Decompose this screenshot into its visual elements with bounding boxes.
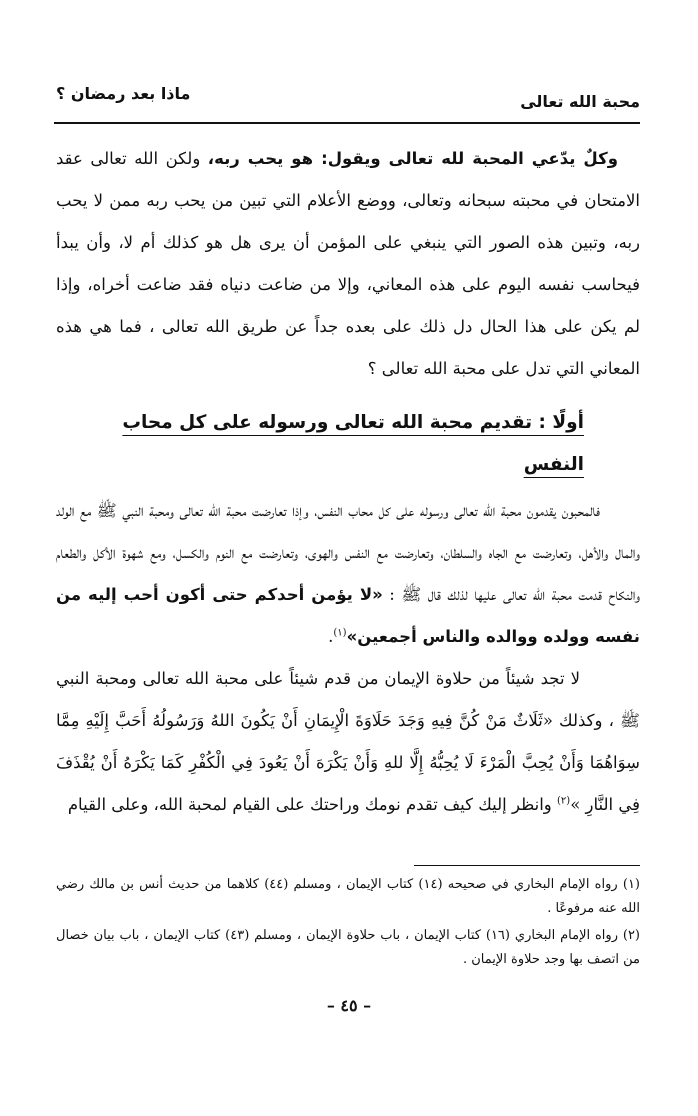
footnote: (١) رواه الإمام البخاري في صحيحه (١٤) كتاب الإيمان ، ومسلم (٤٤) كلاهما من حديث أنس بن مالك رضي الله عنه مرفوعًا . (56, 877, 640, 916)
footnotes (56, 873, 640, 972)
intro-text: ولكن الله تعالى عقد الامتحان في محبته سبحانه وتعالى، ووضع الأعلام التي تبين من يحب ربه ممن لا يحب ربه، وتبين هذه الصور التي ينبغي على المؤمن أن يرى هل هو كذلك أم لا، وأن يبدأ فيحاسب نفسه اليوم على هذه المعاني، وإلا من ضاعت دنياه فقد ضاعت أخراه، وإذا لم يكن على هذا الحال دل ذلك على بعده جداً عن طريق الله تعالى ، فما هي هذه المعاني التي تدل على محبة الله تعالى ؟ (56, 149, 640, 378)
section-heading (56, 402, 640, 486)
footnote-marker: (١) (333, 627, 347, 639)
running-header (56, 84, 640, 116)
paragraph-end: . (328, 627, 334, 646)
paragraph-text: لا تجد شيئاً من حلاوة الإيمان من قدم شيئاً على محبة الله تعالى ومحبة النبي ﷺ ، وكذلك (56, 669, 640, 730)
footnote: (٢) رواه الإمام البخاري (١٦) كتاب الإيمان ، باب حلاوة الإيمان ، ومسلم (٤٣) كتاب الإيمان ، باب بيان خصال من اتصف بها وجد حلاوة الإيمان . (56, 928, 640, 967)
paragraph-sweetness (56, 658, 640, 826)
paragraph-text: فالمحبون يقدمون محبة الله تعالى ورسوله على كل محاب النفس، وإذا تعارضت محبة الله تعالى ومحبة النبي ﷺ مع الولد والمال والأهل، وتعارضت مع الجاه والسلطان، وتعارضت مع النفس والهوى، وتعارضت مع النوم والكسل، ومع شهوة الأكل والطعام والنكاح قدمت محبة الله تعالى عليها لذلك قال ﷺ : (56, 501, 640, 604)
hadith-quote: «ثَلَاثٌ مَنْ كُنَّ فِيهِ وَجَدَ حَلَاوَةَ الْإِيمَانِ أَنْ يَكُونَ اللهُ وَرَسُولُهُ أَحَبَّ إِلَيْهِ مِمَّا سِوَاهُمَا وَأَنْ يُحِبَّ الْمَرْءَ لَا يُحِبُّهُ إِلَّا للهِ وَأَنْ يَكْرَهَ أَنْ يَعُودَ فِي الْكُفْرِ كَمَا يَكْرَهُ أَنْ يُقْذَفَ فِي النَّارِ » (56, 711, 640, 814)
footnote-rule (414, 865, 640, 866)
paragraph-love-priority (56, 490, 640, 658)
main-text (56, 138, 640, 826)
book-title: ماذا بعد رمضان ؟ (56, 84, 191, 103)
intro-paragraph (56, 138, 640, 390)
chapter-title: محبة الله تعالى (520, 92, 640, 111)
hadith-quote: «لا يؤمن أحدكم حتى أكون أحب إليه من نفسه وولده ووالده والناس أجمعين» (56, 585, 640, 646)
header-rule (54, 122, 640, 124)
intro-lead: وكلٌ يدّعي المحبة لله تعالى ويقول: هو يحب ربه، (207, 149, 619, 168)
paragraph-text-cont: وانظر إليك كيف تقدم نومك وراحتك على القيام لمحبة الله، وعلى القيام (67, 795, 557, 814)
page-number: – ٤٥ – (326, 996, 372, 1015)
section-heading-text: أولًا : تقديم محبة الله تعالى ورسوله على كل محاب النفس (122, 412, 584, 475)
footnote-marker: (٢) (557, 795, 571, 807)
